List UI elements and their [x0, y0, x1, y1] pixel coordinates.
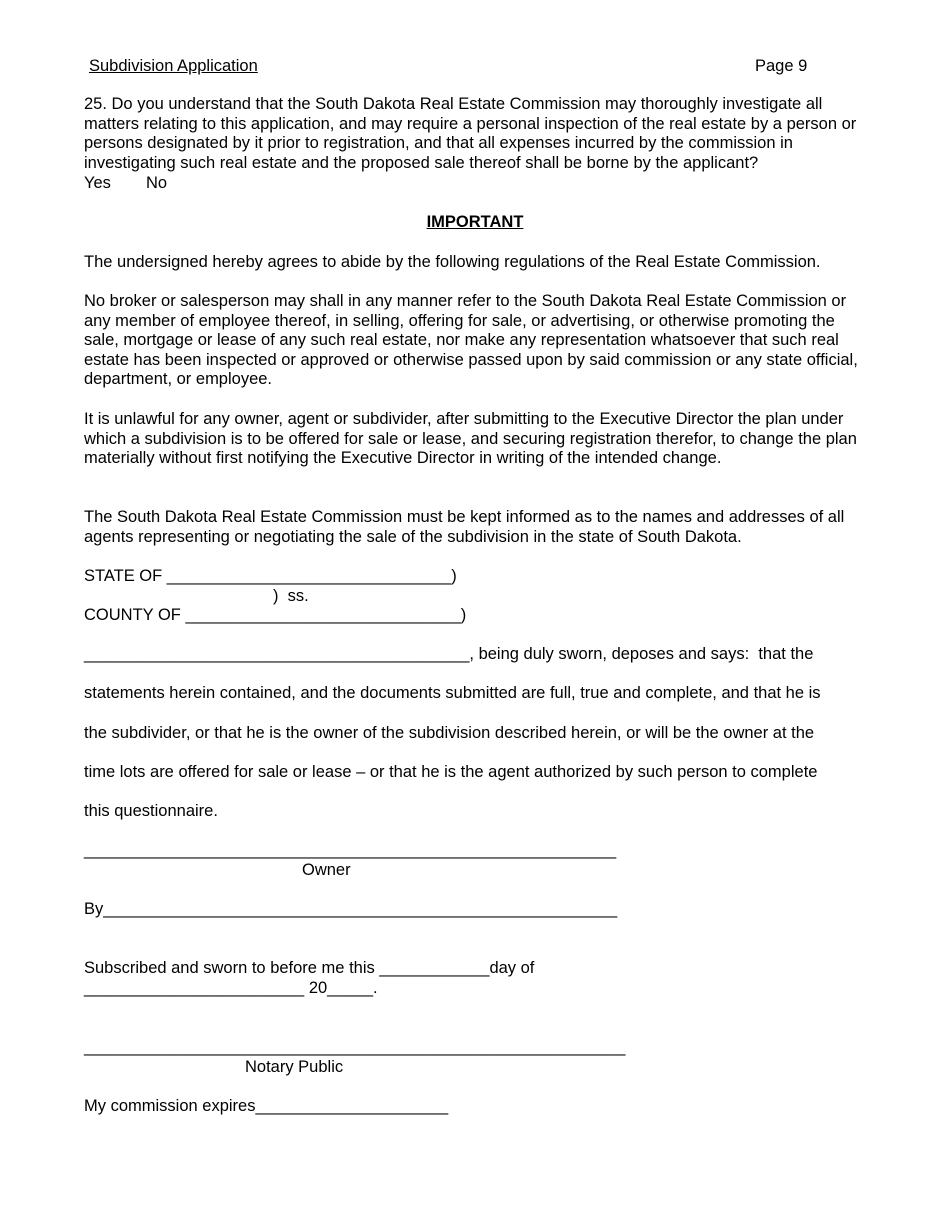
- regulations-intro: The undersigned hereby agrees to abide by the following regulations of the Real Estate Commission.: [84, 253, 821, 271]
- owner-signature-line: __________________________________________________________: [84, 841, 617, 859]
- header-title: Subdivision Application: [89, 57, 258, 75]
- question-25-text: 25. Do you understand that the South Dakota Real Estate Commission may thoroughly investigate all matters relating to this application, and may require a personal inspection of the real estate by a person or persons designated by it prior to registration, and that all expenses incurred by the commission in investigating such real estate and the proposed sale thereof shall be borne by the applicant?: [84, 95, 857, 172]
- commission-expires-line: My commission expires_____________________: [84, 1097, 449, 1115]
- answer-no: No: [146, 174, 168, 192]
- by-signature-line: By________________________________________________________: [84, 900, 618, 918]
- page-number: Page 9: [755, 57, 808, 75]
- important-heading: IMPORTANT: [426, 213, 524, 231]
- answer-yes: Yes: [84, 174, 111, 192]
- regulation-plan-change: It is unlawful for any owner, agent or subdivider, after submitting to the Executive Director the plan under which a subdivision is to be offered for sale or lease, and securing registration therefor, to change the plan materially without first notifying the Executive Director in writing of the intended change.: [84, 410, 857, 468]
- county-of-line: COUNTY OF ______________________________): [84, 606, 467, 624]
- affidavit-line-2: statements herein contained, and the documents submitted are full, true and complete, and that he is: [84, 684, 821, 702]
- affidavit-line-5: this questionnaire.: [84, 802, 218, 820]
- sworn-line-1: Subscribed and sworn to before me this ____________day of: [84, 959, 535, 977]
- notary-public-label: Notary Public: [245, 1058, 344, 1076]
- notary-signature-line: ___________________________________________________________: [84, 1038, 626, 1056]
- affidavit-line-4: time lots are offered for sale or lease – or that he is the agent authorized by such person to complete: [84, 763, 818, 781]
- state-of-line: STATE OF _______________________________): [84, 567, 457, 585]
- ss-marker: ) ss.: [273, 587, 309, 605]
- regulation-agents-informed: The South Dakota Real Estate Commission must be kept informed as to the names and addresses of all agents representing or negotiating the sale of the subdivision in the state of South Dakota.: [84, 508, 845, 546]
- regulation-no-reference: No broker or salesperson may shall in any manner refer to the South Dakota Real Estate Commission or any member of employee thereof, in selling, offering for sale, or advertising, or otherwise promoting the sale, mortgage or lease of any such real estate, nor make any representation whatsoever that such real estate has been inspected or approved or otherwise passed upon by said commission or any state official, department, or employee.: [84, 292, 858, 389]
- sworn-line-2: ________________________ 20_____.: [84, 979, 378, 997]
- affidavit-line-3: the subdivider, or that he is the owner of the subdivision described herein, or will be the owner at the: [84, 724, 815, 742]
- affidavit-line-1: __________________________________________, being duly sworn, deposes and says: that the: [84, 645, 814, 663]
- owner-label: Owner: [302, 861, 351, 879]
